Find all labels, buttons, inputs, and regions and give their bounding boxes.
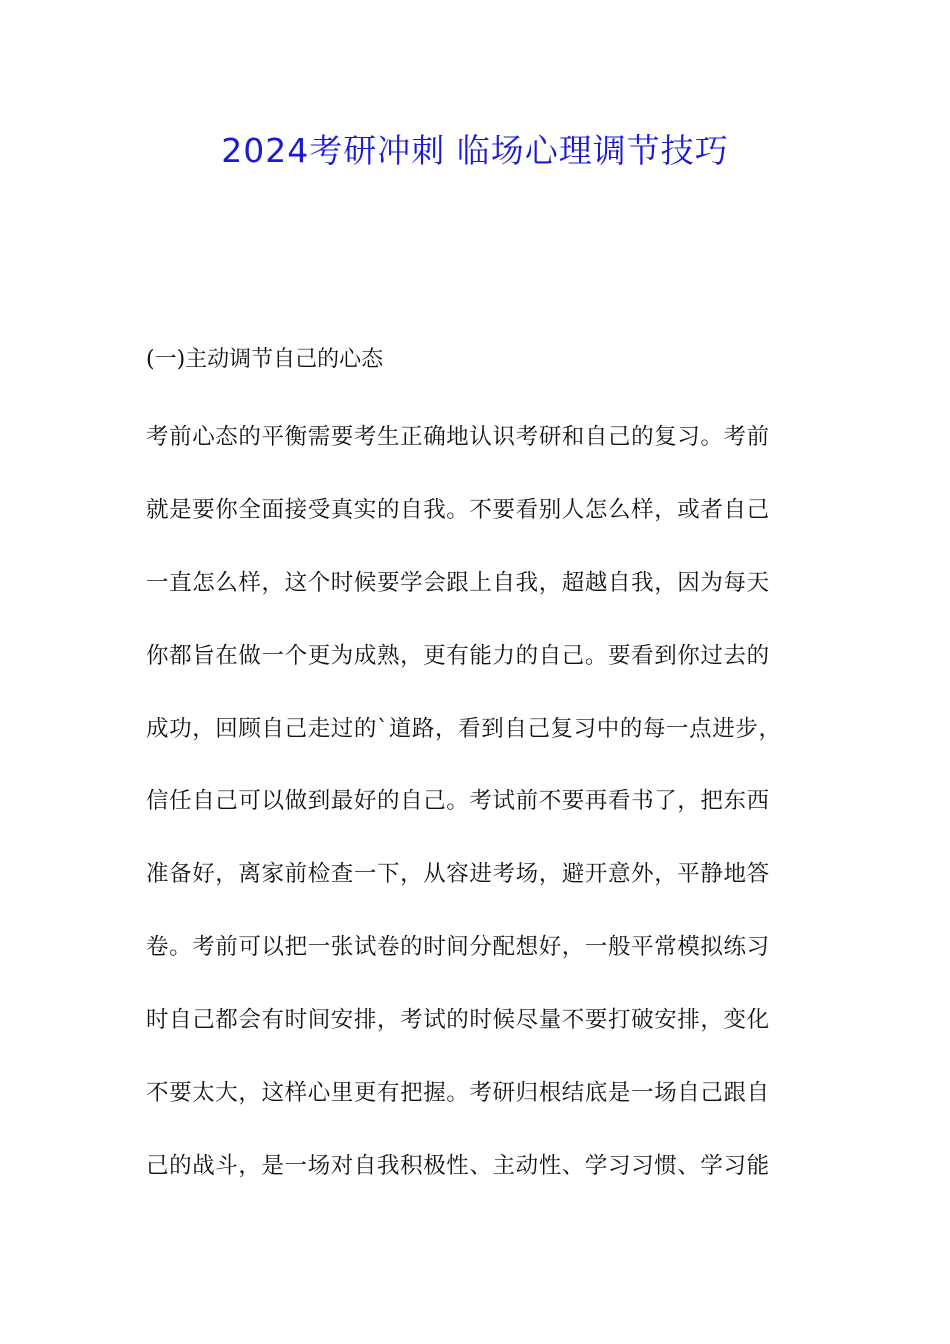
body-paragraph [146,414,806,1216]
body-line: 成功，回顾自己走过的`道路，看到自己复习中的每一点进步， [146,715,782,742]
body-line: 你都旨在做一个更为成熟，更有能力的自己。要看到你过去的 [146,642,770,669]
body-line: 信任自己可以做到最好的自己。考试前不要再看书了，把东西 [146,788,770,815]
document-title: 2024考研冲刺 临场心理调节技巧 [221,131,729,170]
body-line: 准备好，离家前检查一下，从容进考场，避开意外，平静地答 [146,861,770,888]
body-line: 就是要你全面接受真实的自我。不要看别人怎么样，或者自己 [146,496,770,523]
body-line: 考前心态的平衡需要考生正确地认识考研和自己的复习。考前 [146,424,770,450]
body-line: 卷。考前可以把一张试卷的时间分配想好，一般平常模拟练习 [146,934,770,961]
body-line: 不要太大，这样心里更有把握。考研归根结底是一场自己跟自 [146,1080,770,1107]
body-line: 一直怎么样，这个时候要学会跟上自我，超越自我，因为每天 [146,569,770,596]
body-line: 己的战斗，是一场对自我积极性、主动性、学习习惯、学习能 [146,1152,770,1179]
body-line: 时自己都会有时间安排，考试的时候尽量不要打破安排，变化 [146,1007,770,1034]
section-heading: (一)主动调节自己的心态 [146,347,384,372]
